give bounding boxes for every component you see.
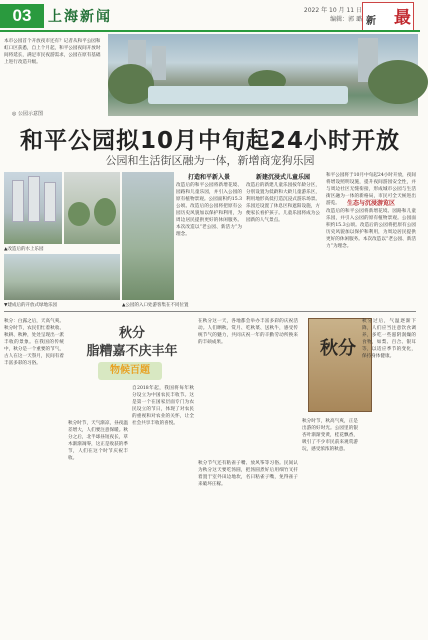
photo-caption: ◎ 公园示意图 (12, 111, 43, 117)
main-park-photo (108, 34, 418, 116)
article-column: 改造后的新建儿童乐园按年龄分区，分别设置为低龄和大龄儿童游乐区，利用地形高低打造沉浸式游乐场景。乐园还设置了休息区和遮阳设施，方便家长看护孩子。儿童乐园将成为公园新的人气景点。 (246, 183, 320, 223)
date-line: 2022 年 10 月 11 日 (303, 7, 362, 14)
editor-line: 编辑：郭 璐 (330, 16, 362, 23)
tower (28, 176, 40, 222)
section-title: 上海新闻 (48, 9, 112, 25)
tree (94, 198, 116, 226)
feature-badge: 物候百题 (98, 362, 162, 380)
article-column: 秋分节气还有粘雀子嘴、放风筝等习俗。民间认为秋分这天要吃汤圆，把汤圆煮好后用细竹叉扦着置于室外田边地坎，名曰粘雀子嘴，免得雀子来破坏庄稼。 (198, 461, 298, 487)
logo-text: 最 (394, 8, 411, 28)
article-column: 秋分时节，秋高气爽，正是出游的好时光。公园里的银杏叶渐渐变黄，桂花飘香，吸引了不少市民前来观赏游玩，感受浓浓的秋意。 (302, 419, 358, 452)
photo-caption-3: ▲公园的入口处游客集在不同位置 (122, 303, 189, 308)
subheadline: 公园和生活街区融为一体，新增商宠狗乐园 (105, 154, 315, 167)
newspaper-logo (362, 2, 414, 32)
city-towers-photo (4, 172, 62, 244)
photo-caption-2: ▼建成后的开放式绿地乐园 (4, 303, 57, 308)
intro-text: 本市公园首个开放夜市还有？记者从和平公园和虹口区获悉，自上个月起，和平公园夜间开放时间将延长，满足市民夜游需求，公园在原有基础上进行改造升级。 (4, 39, 101, 65)
feature-subtitle: 脂糟嘉不庆丰年 (86, 344, 178, 359)
section-divider (4, 311, 416, 312)
column-heading: 生态与沉浸游览区 (346, 200, 395, 207)
headline: 和平公园拟10月中旬起24小时开放 (19, 128, 400, 154)
tree (368, 60, 428, 104)
column-heading: 新建沉浸式儿童乐园 (255, 174, 310, 181)
column-heading: 打造和平新入景 (187, 174, 230, 181)
feature-title: 秋分 (118, 326, 145, 341)
tower (44, 182, 56, 222)
header-divider (0, 30, 420, 32)
building (152, 46, 166, 80)
page-number: 03 (0, 4, 44, 28)
photo-caption-1: ▲改造后的水上乐园 (4, 247, 44, 252)
tower (12, 180, 24, 222)
illustration-title: 秋分 (320, 338, 356, 359)
fountain-pool (148, 86, 348, 104)
park-trees-photo (122, 172, 174, 300)
article-column: 自2018年起，我国将每年秋分设立为中国农民丰收节。这是第一个在国家层面专门为农民设立的节日，体现了对农民的重视和对农业的关怀，让全社会共享丰收的喜悦。 (132, 386, 194, 426)
article-column: 和平公园将于10月中旬起24小时开放，夜间将增设照明设施，提升夜间游园安全性，并与周边社区无缝衔接，形成城市公园与生活街区融为一体的新格局，市民可全天候进出游览。 (326, 173, 416, 206)
article-column: 秋分过后，气温逐渐下降，人们应当注意饮食调养，多吃一些滋阴润燥的食物，如梨、百合、银耳等，以适应季节的变化，保持身体健康。 (362, 319, 416, 359)
article-column: 秋分：白露之后，天高气爽。秋分时节，农民们忙着秋收、秋耕、秋种，处处呈现出一派丰收的景象。在我国的传统中，秋分是一个重要的节气，古人在这一天祭月，民间有着丰富多彩的习俗。 (4, 319, 64, 366)
article-column: 改造后的和平公园将新增花境、园路和儿童乐园，并引入公园的原有植物景观。公园面积约15.3公顷。改造后的公园将把原有公园历史风貌加以保护和利用，为周边居民提供更好的休闲服务。本次改造以“老公园、新活力”为理念。 (176, 183, 242, 237)
park-lawn-photo (4, 254, 120, 300)
article-column: 改造后的和平公园将新增花境、园路和儿童乐园，并引入公园的原有植物景观。公园面积约15.3公顷。改造后的公园将把原有公园历史风貌加以保护和利用，为周边居民提供更好的休闲服务。本次改造以“老公园、新活力”为理念。 (326, 209, 416, 249)
article-column: 在秋分这一天，各地都会举办丰富多彩的庆祝活动。人们晒秋、赏月、吃秋菜、送秋牛，感受传统节气的魅力，共同庆祝一年的辛勤劳动所换来的丰硕成果。 (198, 319, 298, 345)
logo-prefix: 新 (366, 16, 376, 27)
article-column: 秋分时节，天气渐凉，昼夜温差增大，人们要注意保暖。秋分之后，北半球昼短夜长，草木渐渐凋零，这正是收获的季节，人们在这个时节庆祝丰收。 (68, 421, 128, 461)
date-info (304, 6, 362, 24)
park-path-photo (64, 172, 120, 244)
tree (68, 202, 90, 226)
